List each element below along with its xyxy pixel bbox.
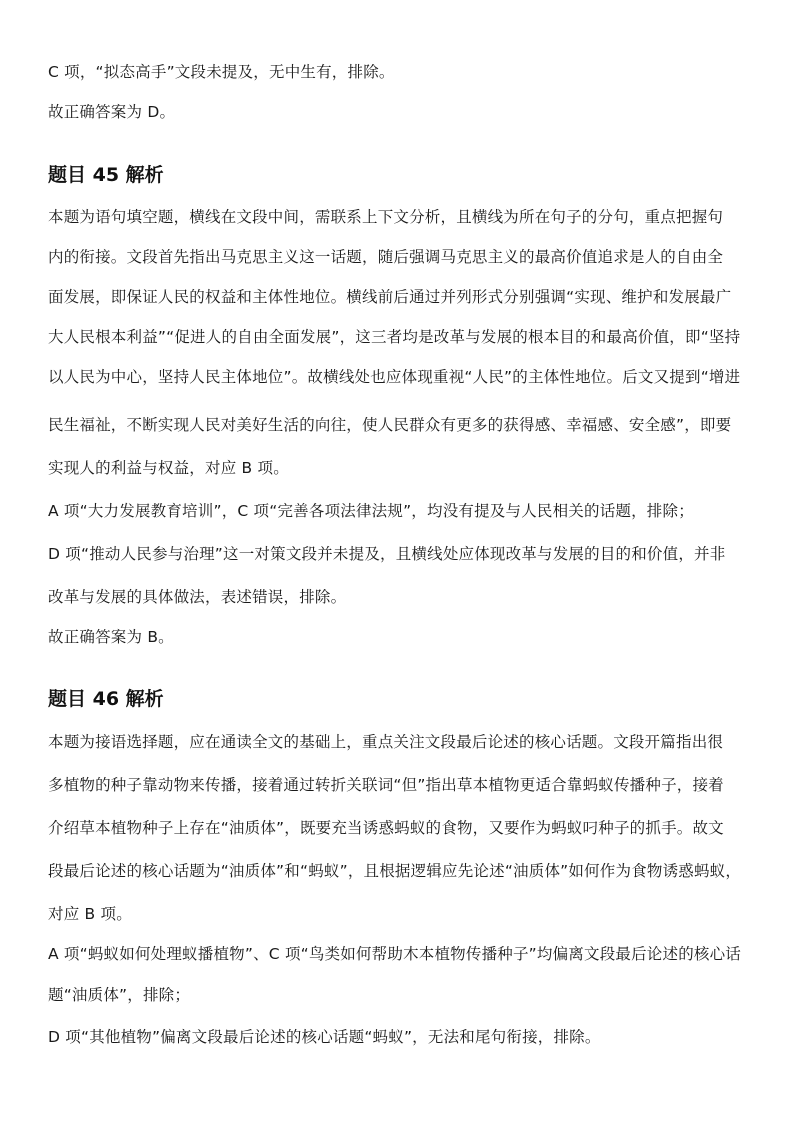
text-line: 本题为语句填空题，横线在文段中间，需联系上下文分析，且横线为所在句子的分句，重点把握句: [48, 208, 724, 226]
text-line: 题“油质体”，排除；: [48, 986, 191, 1004]
section-heading-46: 题目 46 解析: [48, 688, 164, 710]
text-line: D 项“其他植物”偏离文段最后论述的核心话题“蚂蚁”，无法和尾句衔接，排除。: [48, 1028, 601, 1046]
text-line: 实现人的利益与权益，对应 B 项。: [48, 459, 289, 477]
text-line: 对应 B 项。: [48, 905, 132, 923]
text-line: 民生福祉，不断实现人民对美好生活的向往，使人民群众有更多的获得感、幸福感、安全感”，即要: [48, 416, 732, 434]
text-line: 多植物的种子靠动物来传播，接着通过转折关联词“但”指出草本植物更适合靠蚂蚁传播种子，接着: [48, 776, 724, 794]
section-heading-45: 题目 45 解析: [48, 164, 164, 186]
text-line: 大人民根本利益”“促进人的自由全面发展”，这三者均是改革与发展的根本目的和最高价值，即“坚持: [48, 328, 741, 346]
text-line: 改革与发展的具体做法，表述错误，排除。: [48, 588, 347, 606]
text-line: 以人民为中心，坚持人民主体地位”。故横线处也应体现重视“人民”的主体性地位。后文又提到“增进: [48, 368, 741, 386]
answer-line: 故正确答案为 B。: [48, 628, 174, 646]
text-line: 段最后论述的核心话题为“油质体”和“蚂蚁”，且根据逻辑应先论述“油质体”如何作为食物诱惑蚂蚁，: [48, 862, 742, 880]
text-line: 面发展，即保证人民的权益和主体性地位。横线前后通过并列形式分别强调“实现、维护和发展最广: [48, 288, 732, 306]
text-line: 本题为接语选择题，应在通读全文的基础上，重点关注文段最后论述的核心话题。文段开篇指出很: [48, 733, 724, 751]
text-line: A 项“蚂蚁如何处理蚁播植物”、C 项“鸟类如何帮助木本植物传播种子”均偏离文段最后论述的核心话: [48, 945, 742, 963]
text-line: A 项“大力发展教育培训”，C 项“完善各项法律法规”，均没有提及与人民相关的话题，排除；: [48, 502, 694, 520]
text-line: 介绍草本植物种子上存在“油质体”，既要充当诱惑蚂蚁的食物，又要作为蚂蚁叼种子的抓手。故文: [48, 819, 724, 837]
answer-line: 故正确答案为 D。: [48, 103, 176, 121]
text-line: C 项，“拟态高手”文段未提及，无中生有，排除。: [48, 63, 395, 81]
text-line: 内的衔接。文段首先指出马克思主义这一话题，随后强调马克思主义的最高价值追求是人的自由全: [48, 248, 724, 266]
text-line: D 项“推动人民参与治理”这一对策文段并未提及，且横线处应体现改革与发展的目的和价值，并非: [48, 545, 726, 563]
